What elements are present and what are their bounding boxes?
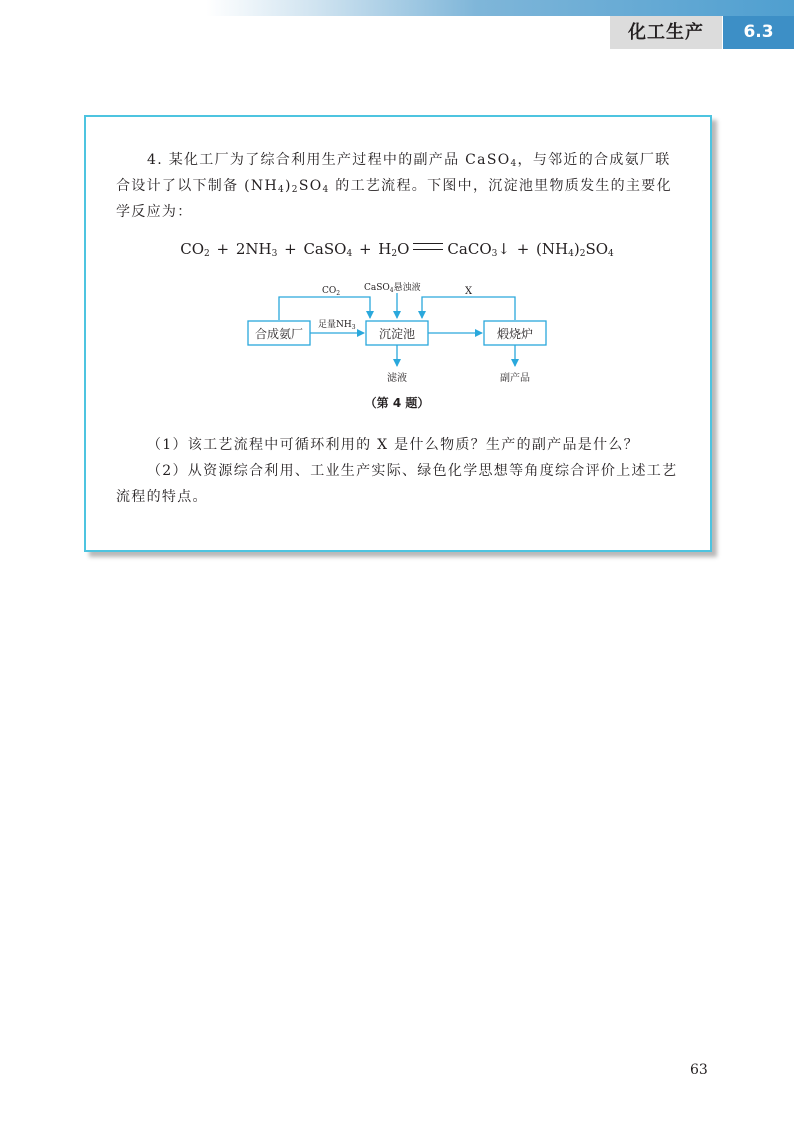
co2-label: $CO_2$ <box>322 286 341 297</box>
filtrate-label: 滤液 <box>387 373 407 384</box>
furnace-label: 煅烧炉 <box>496 327 534 341</box>
x-label: X <box>465 286 473 297</box>
caso4-label: CaSO$_4$悬浊液 <box>364 283 421 294</box>
page-number: 63 <box>690 1062 708 1078</box>
nh3-label: 足量$NH_3$ <box>318 320 356 331</box>
ammonia-plant-label: 合成氨厂 <box>254 327 304 341</box>
x-recycle-line <box>422 297 515 320</box>
byproduct-label: 副产品 <box>500 373 530 384</box>
settling-tank-label: 沉淀池 <box>378 327 416 341</box>
section-title: 化工生产 <box>610 16 722 49</box>
chemical-equation: $CO_2 + 2NH_3$ + CaSO$_4$ + $H_2O$ CaCO$_3$↓ + $(NH_4)_2SO_4$ <box>180 240 614 259</box>
question-2: （2）从资源综合利用、工业生产实际、绿色化学思想等角度综合评价上述工艺流程的特点。 <box>116 463 678 505</box>
figure-caption: （第 4 题） <box>364 396 430 410</box>
problem-intro: 4. 某化工厂为了综合利用生产过程中的副产品 CaSO$_4$，与邻近的合成氨厂联合设计了以下制备 $(NH_4)_2SO_4$ 的工艺流程。下图中，沉淀池里物质发生的主要化学反应为： <box>116 152 672 220</box>
section-number: 6.3 <box>723 16 794 49</box>
co2-line <box>279 297 370 320</box>
question-1: （1）该工艺流程中可循环利用的 X 是什么物质？生产的副产品是什么？ <box>147 437 639 453</box>
